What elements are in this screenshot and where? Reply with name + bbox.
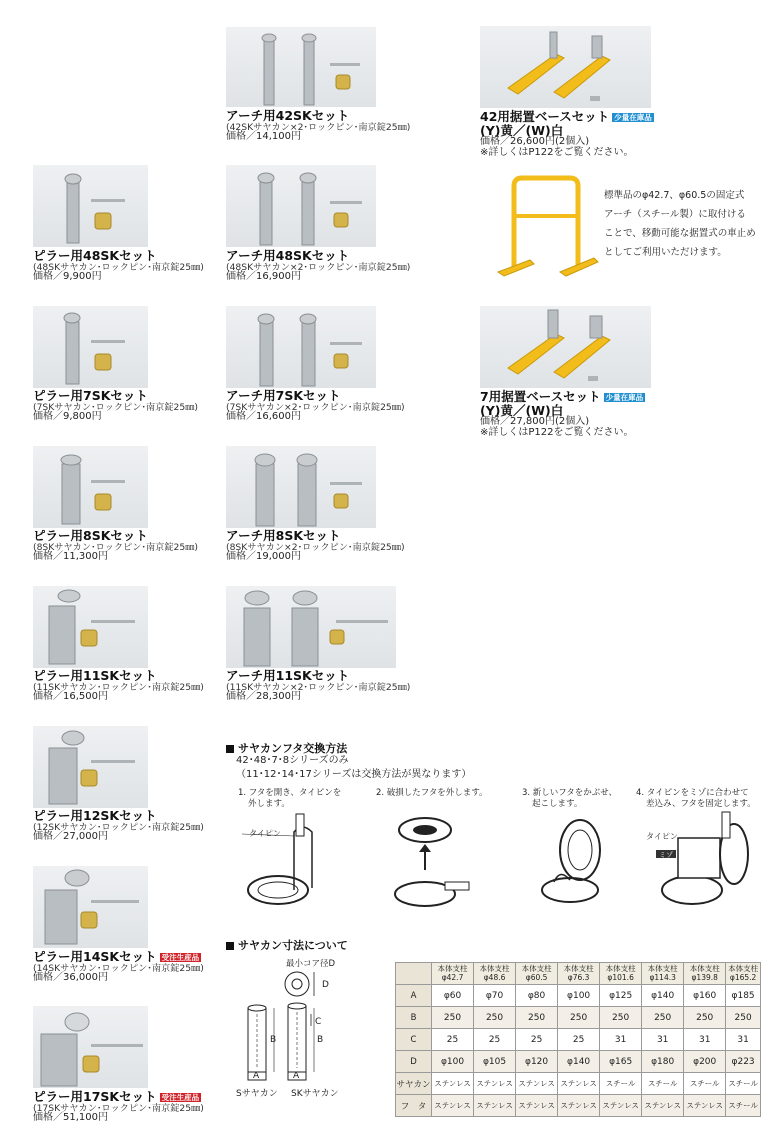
table-cell: スチール	[684, 1073, 726, 1095]
step4-illustration	[648, 810, 758, 912]
product-contents: (8SKサヤカン･ロックピン･南京錠25㎜)	[33, 541, 199, 553]
dim-letter-b-sk: B	[317, 1035, 324, 1045]
product-title: ピラー用8SKセット	[33, 528, 148, 543]
table-cell: φ140	[642, 985, 684, 1007]
product-title: アーチ用8SKセット	[226, 528, 341, 543]
sayakan-pair-image	[226, 27, 376, 107]
table-cell: 25	[474, 1029, 516, 1051]
sayakan-pair-image	[226, 586, 396, 668]
taipin-label: タイピン	[249, 829, 281, 838]
table-cell: ステンレス	[684, 1095, 726, 1117]
sayakan-pillar-image	[33, 586, 148, 668]
product-price: 価格／26,600円(2個入)	[480, 136, 590, 147]
table-cell: 250	[432, 1007, 474, 1029]
pillar-8sk-photo	[33, 446, 148, 528]
dim-letter-a-s: A	[253, 1071, 260, 1081]
taipin-label-step4: タイピン	[646, 832, 678, 841]
yellow-arch-on-base-image	[490, 172, 602, 282]
product-title: ピラー用12SKセット	[33, 808, 157, 823]
product-price: 価格／16,600円	[226, 411, 301, 423]
product-contents: (14SKサヤカン･ロックピン･南京錠25㎜)	[33, 962, 204, 974]
product-price: 価格／36,000円	[33, 972, 108, 984]
mizo-label: ミゾ	[659, 851, 673, 859]
product-price: 価格／19,000円	[226, 551, 301, 563]
row-label: B	[396, 1007, 432, 1029]
dim-letter-b-s: B	[270, 1035, 277, 1045]
table-cell: 25	[558, 1029, 600, 1051]
table-cell: φ60	[432, 985, 474, 1007]
product-contents: (48SKサヤカン×2･ロックピン･南京錠25㎜)	[226, 261, 411, 273]
product-price: 価格／9,900円	[33, 271, 102, 283]
product-price: 価格／9,800円	[33, 411, 102, 423]
yellow-base-image	[480, 306, 651, 388]
product-contents: (48SKサヤカン･ロックピン･南京錠25㎜)	[33, 261, 204, 273]
table-header-row	[396, 963, 761, 985]
product-price: 価格／51,100円	[33, 1112, 108, 1124]
table-cell: 250	[600, 1007, 642, 1029]
exchange-note	[236, 754, 471, 781]
column-header: 本体支柱 φ101.6	[600, 963, 642, 985]
table-row	[396, 1051, 761, 1073]
description-line: ことで、移動可能な据置式の車止め	[604, 228, 756, 239]
exchange-note-line2: （11･12･14･17シリーズは交換方法が異なります）	[236, 768, 472, 780]
sayakan-pair-image	[226, 446, 376, 528]
table-cell: φ180	[642, 1051, 684, 1073]
limited-stock-badge: 少量在庫品	[605, 392, 644, 402]
arch-7sk-photo	[226, 306, 376, 388]
product-title: ピラー用17SKセット 受注生産品	[33, 1089, 200, 1104]
column-header: 本体支柱 φ114.3	[642, 963, 684, 985]
yellow-base-image	[480, 26, 651, 108]
product-title: アーチ用11SKセット	[226, 668, 350, 683]
table-cell: 25	[432, 1029, 474, 1051]
product-title: アーチ用7SKセット	[226, 388, 341, 403]
table-cell: ステンレス	[432, 1073, 474, 1095]
table-cell: ステンレス	[642, 1095, 684, 1117]
exchange-section-title: サヤカンフタ交換方法	[226, 740, 347, 756]
base-7-photo	[480, 306, 651, 388]
s-sayakan-label: Sサヤカン	[236, 1089, 278, 1099]
product-contents: (11SKサヤカン×2･ロックピン･南京錠25㎜)	[226, 681, 411, 693]
table-cell: ステンレス	[432, 1095, 474, 1117]
table-cell: φ185	[726, 985, 761, 1007]
table-cell: 250	[558, 1007, 600, 1029]
product-title: ピラー用48SKセット	[33, 248, 157, 263]
table-cell: ステンレス	[558, 1095, 600, 1117]
table-cell: 31	[684, 1029, 726, 1051]
column-header: 本体支柱 φ60.5	[516, 963, 558, 985]
dim-letter-c: C	[315, 1017, 322, 1027]
product-contents: (8SKサヤカン×2･ロックピン･南京錠25㎜)	[226, 541, 405, 553]
table-cell: スチール	[642, 1073, 684, 1095]
sayakan-pair-image	[226, 306, 376, 388]
product-price: 価格／11,300円	[33, 551, 108, 563]
pillar-17sk-photo	[33, 1006, 148, 1088]
product-note: ※詳しくはP122をご覧ください。	[480, 426, 634, 438]
step2-illustration	[385, 810, 485, 912]
sayakan-dimension-drawing	[232, 968, 352, 1083]
table-cell: ステンレス	[474, 1095, 516, 1117]
table-cell: 31	[726, 1029, 761, 1051]
arch-42sk-photo	[226, 27, 376, 107]
product-price: 価格／14,100円	[226, 131, 301, 143]
column-header: 本体支柱 φ139.8	[684, 963, 726, 985]
product-color-options: (Y)黄／(W)白	[480, 122, 564, 138]
product-contents: (17SKサヤカン･ロックピン･南京錠25㎜)	[33, 1102, 204, 1114]
table-cell: スチール	[726, 1073, 761, 1095]
product-contents: (12SKサヤカン･ロックピン･南京錠25㎜)	[33, 821, 204, 833]
table-cell: φ100	[432, 1051, 474, 1073]
column-header: 本体支柱 φ165.2	[726, 963, 761, 985]
table-cell: φ105	[474, 1051, 516, 1073]
dim-letter-a-sk: A	[293, 1071, 300, 1081]
sayakan-pillar-image	[33, 306, 148, 388]
table-cell: 250	[516, 1007, 558, 1029]
product-price: 価格／27,000円	[33, 831, 108, 843]
made-to-order-badge: 受注生産品	[161, 1092, 200, 1102]
step3-illustration	[530, 810, 630, 912]
description-line: としてご利用いただけます。	[604, 247, 727, 258]
pillar-7sk-photo	[33, 306, 148, 388]
product-price: 価格／28,300円	[226, 691, 301, 703]
table-cell: φ200	[684, 1051, 726, 1073]
table-cell: ステンレス	[474, 1073, 516, 1095]
row-label: C	[396, 1029, 432, 1051]
table-cell: 250	[642, 1007, 684, 1029]
table-row	[396, 1073, 761, 1095]
table-row	[396, 1029, 761, 1051]
table-cell: ステンレス	[516, 1073, 558, 1095]
arch-11sk-photo	[226, 586, 396, 668]
sayakan-pillar-image	[33, 446, 148, 528]
sayakan-pillar-image	[33, 866, 148, 948]
product-price: 価格／27,800円(2個入)	[480, 416, 590, 427]
product-price: 価格／16,500円	[33, 691, 108, 703]
description-line: 標準品のφ42.7、φ60.5の固定式	[604, 190, 745, 201]
exchange-note-line1: 42･48･7･8シリーズのみ	[236, 755, 349, 766]
exchange-step-3: 3. 新しいフタをかぶせ、 起こします。	[522, 788, 617, 810]
exchange-step-1: 1. フタを開き、タイピンを 外します。	[238, 788, 342, 810]
product-title: 7用据置ベースセット 少量在庫品	[480, 389, 644, 404]
table-corner	[396, 963, 432, 985]
product-title: ピラー用11SKセット	[33, 668, 157, 683]
pillar-11sk-photo	[33, 586, 148, 668]
sayakan-pillar-image	[33, 1006, 148, 1088]
column-header: 本体支柱 φ42.7	[432, 963, 474, 985]
product-contents: (42SKサヤカン×2･ロックピン･南京錠25㎜)	[226, 121, 411, 133]
product-title: アーチ用42SKセット	[226, 108, 350, 123]
row-label: フ タ	[396, 1095, 432, 1117]
table-cell: 250	[726, 1007, 761, 1029]
table-cell: φ140	[558, 1051, 600, 1073]
sayakan-pillar-image	[33, 165, 148, 247]
pillar-14sk-photo	[33, 866, 148, 948]
table-cell: 250	[474, 1007, 516, 1029]
column-header: 本体支柱 φ76.3	[558, 963, 600, 985]
product-title: アーチ用48SKセット	[226, 248, 350, 263]
table-cell: ステンレス	[558, 1073, 600, 1095]
table-cell: φ223	[726, 1051, 761, 1073]
table-cell: φ165	[600, 1051, 642, 1073]
dimensions-section-title: サヤカン寸法について	[226, 937, 348, 953]
table-cell: φ160	[684, 985, 726, 1007]
table-cell: 25	[516, 1029, 558, 1051]
dim-letter-d: D	[322, 980, 329, 990]
exchange-step-4: 4. タイピンをミゾに合わせて 差込み、フタを固定します。	[636, 788, 756, 810]
row-label: A	[396, 985, 432, 1007]
table-cell: φ125	[600, 985, 642, 1007]
table-cell: φ100	[558, 985, 600, 1007]
limited-stock-badge: 少量在庫品	[614, 112, 652, 122]
product-contents: (7SKサヤカン･ロックピン･南京錠25㎜)	[33, 401, 199, 413]
table-cell: φ70	[474, 985, 516, 1007]
core-diameter-label: 最小コア径D	[286, 959, 336, 969]
product-title: 42用据置ベースセット 少量在庫品	[480, 109, 652, 124]
product-contents: (7SKサヤカン×2･ロックピン･南京錠25㎜)	[226, 401, 405, 413]
row-label: サヤカン	[396, 1073, 432, 1095]
product-contents: (11SKサヤカン･ロックピン･南京錠25㎜)	[33, 681, 204, 693]
made-to-order-badge: 受注生産品	[161, 952, 200, 962]
arch-8sk-photo	[226, 446, 376, 528]
sayakan-pillar-image	[33, 726, 148, 808]
description-line: アーチ（スチール製）に取付ける	[604, 209, 746, 220]
exchange-step-2: 2. 破損したフタを外します。	[376, 788, 488, 798]
sayakan-spec-table	[395, 962, 761, 1117]
step1-illustration	[238, 810, 338, 912]
table-row	[396, 1095, 761, 1117]
product-price: 価格／16,900円	[226, 271, 301, 283]
sk-sayakan-label: SKサヤカン	[291, 1089, 339, 1099]
product-title: ピラー用7SKセット	[33, 388, 148, 403]
product-title: ピラー用14SKセット 受注生産品	[33, 949, 200, 964]
table-cell: スチール	[726, 1095, 761, 1117]
arch-48sk-photo	[226, 165, 376, 247]
table-cell: 31	[600, 1029, 642, 1051]
table-cell: φ120	[516, 1051, 558, 1073]
table-cell: 250	[684, 1007, 726, 1029]
product-note: ※詳しくはP122をご覧ください。	[480, 146, 634, 158]
table-cell: スチール	[600, 1073, 642, 1095]
product-color-options: (Y)黄／(W)白	[480, 402, 564, 418]
row-label: D	[396, 1051, 432, 1073]
pillar-12sk-photo	[33, 726, 148, 808]
table-row	[396, 985, 761, 1007]
base-42-photo	[480, 26, 651, 108]
table-cell: ステンレス	[600, 1095, 642, 1117]
table-row	[396, 1007, 761, 1029]
table-cell: 31	[642, 1029, 684, 1051]
table-cell: ステンレス	[516, 1095, 558, 1117]
column-header: 本体支柱 φ48.6	[474, 963, 516, 985]
table-cell: φ80	[516, 985, 558, 1007]
sayakan-pair-image	[226, 165, 376, 247]
pillar-48sk-photo	[33, 165, 148, 247]
